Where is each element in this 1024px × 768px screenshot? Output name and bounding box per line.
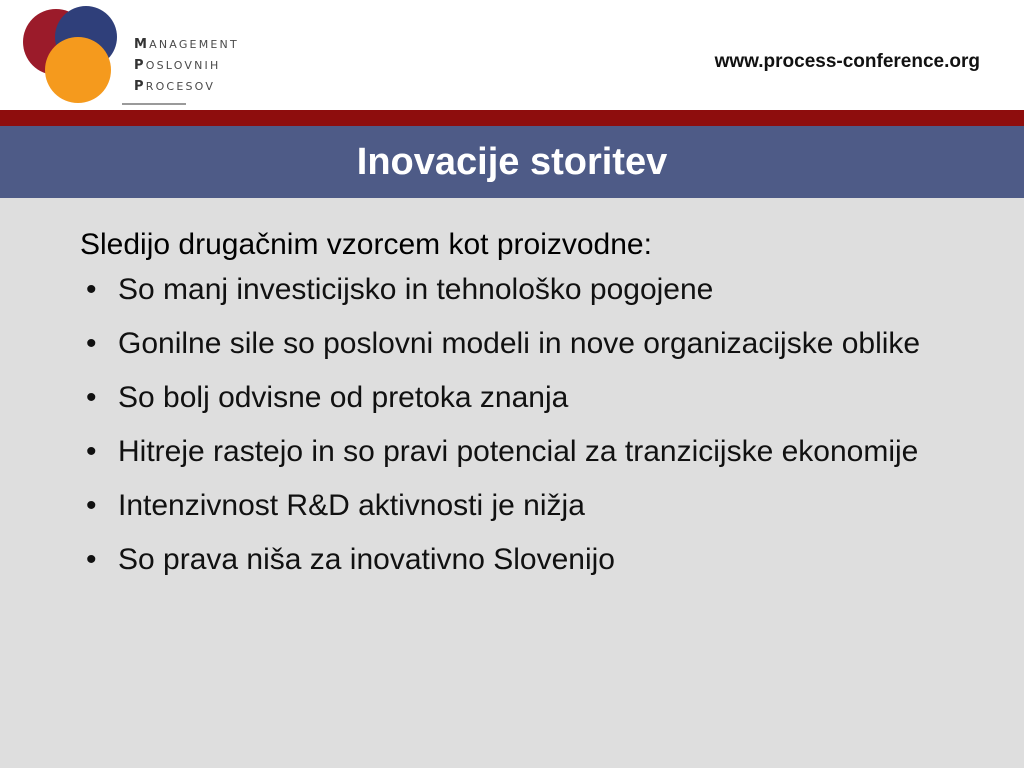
accent-stripe: [0, 110, 1024, 126]
bullet-item: • Hitreje rastejo in so pravi potencial za tranzicijske ekonomije: [86, 435, 919, 468]
process-logo-icon: [20, 4, 122, 106]
bullet-icon: •: [86, 273, 97, 306]
logo-wordmark: [134, 34, 239, 97]
slide-content: [78, 228, 958, 596]
bullet-item: • Intenzivnost R&D aktivnosti je nižja: [86, 489, 585, 522]
logo-underline: [122, 103, 186, 105]
intro-text: Sledijo drugačnim vzorcem kot proizvodne:: [80, 228, 652, 261]
logo-line-2: POSLOVNIH: [134, 58, 221, 73]
bullet-item: • So manj investicijsko in tehnološko pogojene: [86, 273, 714, 306]
bullet-item: • So bolj odvisne od pretoka znanja: [86, 381, 569, 414]
bullet-icon: •: [86, 543, 97, 576]
slide-title: Inovacije storitev: [356, 140, 668, 183]
logo-line-1: MANAGEMENT: [134, 37, 239, 52]
bullet-icon: •: [86, 381, 97, 414]
logo-line-3: PROCESOV: [134, 79, 216, 94]
bullet-item: • So prava niša za inovativno Slovenijo: [86, 543, 615, 576]
bullet-icon: •: [86, 327, 97, 360]
slide-header: [0, 0, 1024, 110]
slide-title-bar: [0, 126, 1024, 198]
bullet-item: • Gonilne sile so poslovni modeli in nove organizacijske oblike: [86, 327, 921, 360]
bullet-list: [78, 272, 958, 578]
bullet-icon: •: [86, 435, 97, 468]
conference-url: www.process-conference.org: [714, 51, 980, 72]
bullet-icon: •: [86, 489, 97, 522]
